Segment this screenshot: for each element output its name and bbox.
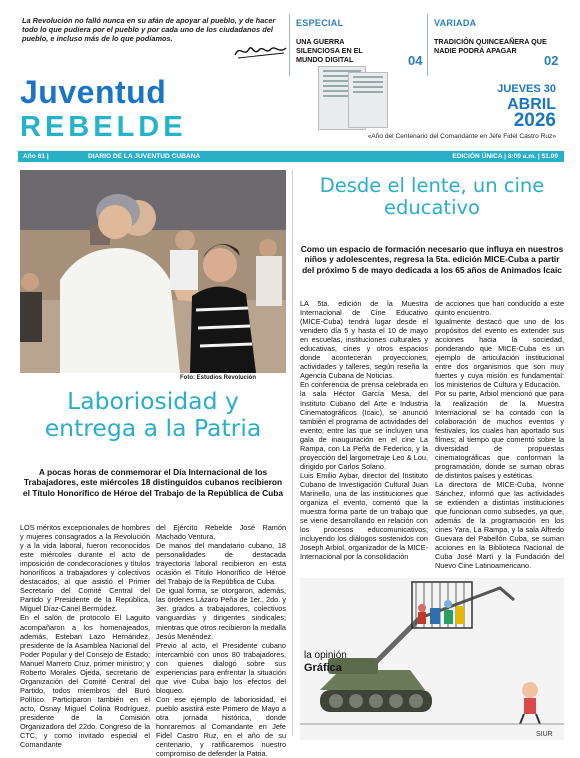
tagline: DIARIO DE LA JUVENTUD CUBANA bbox=[88, 153, 201, 160]
teaser-section-variada: VARIADA bbox=[434, 18, 477, 28]
masthead-quote: La Revolución no falló nunca en su afán de apoyar al pueblo, y de hacer todo lo que pudiera por el pueblo y por cada uno de los ciudadanos del pueblo, e incluso más de lo que podíamos. bbox=[22, 16, 276, 43]
fidel-signature bbox=[232, 40, 290, 62]
opinion-label: la opinión bbox=[304, 650, 347, 661]
teaser-thumbnail-especial-2[interactable] bbox=[348, 72, 388, 128]
year-dedication: «Año del Centenario del Comandante en Jefe Fidel Castro Ruz» bbox=[367, 133, 556, 140]
teaser-page-variada: 02 bbox=[544, 53, 559, 68]
logo-juventud[interactable]: Juventud bbox=[20, 74, 167, 110]
second-headline[interactable]: Desde el lente, un cine educativo bbox=[319, 174, 545, 219]
opinion-label-grafica: Gráfica bbox=[304, 662, 342, 674]
lead-body-col-1: LOS méritos excepcionales de hombres y mujeres consagrados a la Revolución y a la vida laboral, fueron reconocidos este miércoles durante el acto de imposición de condecoraciones y títulos honoríficos a trabajadores y colectivos destacados, al que asistió el Primer Secretario del Comité Central del Partido y Presidente de la República, Miguel Díaz-Canel Bermúdez. En el salón de protocolo El Laguito acompañaron a los homenajeados, además, Esteban Lazo Hernández, presidente de la Asamblea Nacional del Poder Popular y del Consejo de Estado; Manuel Marrero Cruz, primer ministro; y Roberto Morales Ojeda, secretario de Organización del Comité Central del Partido, todos miembros del Buró Político. Participaron también en el acto, Osnay Miguel Colina Rodríguez, presidente de la Comisión Organizadora del 22do. Congreso de la CTC, y como invitado especial el Comandante bbox=[20, 523, 150, 750]
cartoonist-signature: SIUR bbox=[536, 731, 553, 738]
second-dek: Como un espacio de formación necesario que influya en nuestros niños y adolescentes, regresa la 5ta. edición MICE-Cuba a partir del próximo 5 de mayo dedicada a los 65 años de Animados Icaic bbox=[300, 244, 564, 275]
teaser-title-variada[interactable]: TRADICIÓN QUINCEAÑERA QUE NADIE PODRÁ APAGAR bbox=[434, 37, 547, 55]
divider bbox=[427, 14, 428, 76]
photo-credit: Foto: Estudios Revolución bbox=[180, 375, 256, 381]
second-body-col-2: de acciones que han conducido a este quinto encuentro. Igualmente destacó que uno de los propósitos del evento es extender sus acciones hacia la sociedad, ponderando que MICE-Cuba es un ejemplo de articulación institucional entre dos organismos que son muy fuertes y cuya misión es fundamental: los ministerios de Cultura y Educación. Por su parte, Arbiol mencionó que para la realización de la Muestra Internacional se ha contado con la colaboración de muchos eventos y festivales, los cuales han aportado sus filmes; al tiempo que comentó sobre la diversidad de propuestas cinematográficas que conforman la programación, donde se suman obras de distintos países y estéticas. La directora de MICE-Cuba, Ivonne Sánchez, informó que las actividades se extienden a distintas instituciones que funcionan como subsedes, ya que, además de la programación en los cines Yara, La Rampa, y la sala Alfredo Guevara del Pabellón Cuba, se suman acciones en la Biblioteca Nacional de Cuba José Martí y la Fundación del Nuevo Cine Latinoamericano. bbox=[435, 299, 564, 571]
lead-body-col-2: del Ejército Rebelde José Ramón Machado Ventura. De manos del mandatario cubano, 18 personalidades de destacada trayectoria laboral recibieron en esta ocasión el Título Honorífico de Héroe del Trabajo de la República de Cuba. De igual forma, se otorgaron, además, las órdenes Lázaro Peña de 1er., 2do. y 3er. grados a trabajadores, colectivos vanguardias y dirigentes sindicales; mientras que otros recibieron la medalla Jesús Menéndez. Previo al acto, el Presidente cubano intercambió con unos 80 trabajadores, con quienes dialogó sobre sus experiencias para enfrentar la situación que vive Cuba bajo los efectos del bloqueo. Con ese ejemplo de laboriosidad, el pueblo asistirá este Primero de Mayo a otra jornada histórica, donde honraremos al Comandante en Jefe Fidel Castro Ruz, en el año de su centenario, y ratificaremos nuestro compromiso de defender la Patria. bbox=[156, 523, 286, 758]
date-year: 2026 bbox=[513, 110, 556, 131]
lead-headline[interactable]: Laboriosidad y entrega a la Patria bbox=[44, 387, 262, 442]
edition-info: EDICIÓN ÚNICA | 8:00 a.m. | $1.00 bbox=[452, 153, 558, 160]
teaser-section-especial: ESPECIAL bbox=[296, 18, 344, 28]
teaser-title-especial[interactable]: UNA GUERRA SILENCIOSA EN EL MUNDO DIGITAL bbox=[296, 37, 363, 64]
column-divider bbox=[292, 170, 293, 736]
lead-dek: A pocas horas de conmemorar el Día Internacional de los Trabajadores, este miércoles 18 distinguidos cubanos recibieron el Título Honorífico de Héroe del Trabajo de la República de Cuba bbox=[22, 467, 284, 498]
date-day: JUEVES 30 bbox=[497, 83, 556, 95]
teaser-page-especial: 04 bbox=[408, 53, 423, 68]
masthead-bar bbox=[18, 151, 564, 162]
lead-photo bbox=[20, 170, 286, 373]
date-month: ABRIL bbox=[507, 96, 556, 113]
divider bbox=[289, 14, 290, 76]
second-body-col-1: LA 5ta. edición de la Muestra Internacional de Cine Educativo (MICE-Cuba) tendrá lugar desde el venidero día 5 y hasta el 10 de mayo en escuelas, instituciones culturales y educativas, cines y otros espacios donde acontecerán proyecciones, actividades y talleres, según reseña la Agencia Cubana de Noticias. En conferencia de prensa celebrada en la sala Héctor García Mesa, del Instituto Cubano del Arte e Industria Cinematográficos (Icaic), se anunció también el programa de actividades del evento; entre las que se incluyen una gala de inauguración en el cine La Rampa, con La Peña de Federico, y la proyección del largometraje Leo & Lou, dirigido por Carlos Solano. Luis Emilio Aybar, director del Instituto Cubano de Investigación Cultural Juan Marinello, una de las instituciones que organiza el evento, comentó que la muestra forma parte de un trabajo que se viene desarrollando en relación con los procesos educomunicativos; incluyendo los diálogos sostenidos con Joseph Arbiol, organizador de la MICE-Internacional por la consolidación bbox=[300, 299, 428, 562]
year-label: Año 61 | bbox=[23, 153, 49, 160]
logo-rebelde[interactable]: REBELDE bbox=[20, 111, 187, 143]
